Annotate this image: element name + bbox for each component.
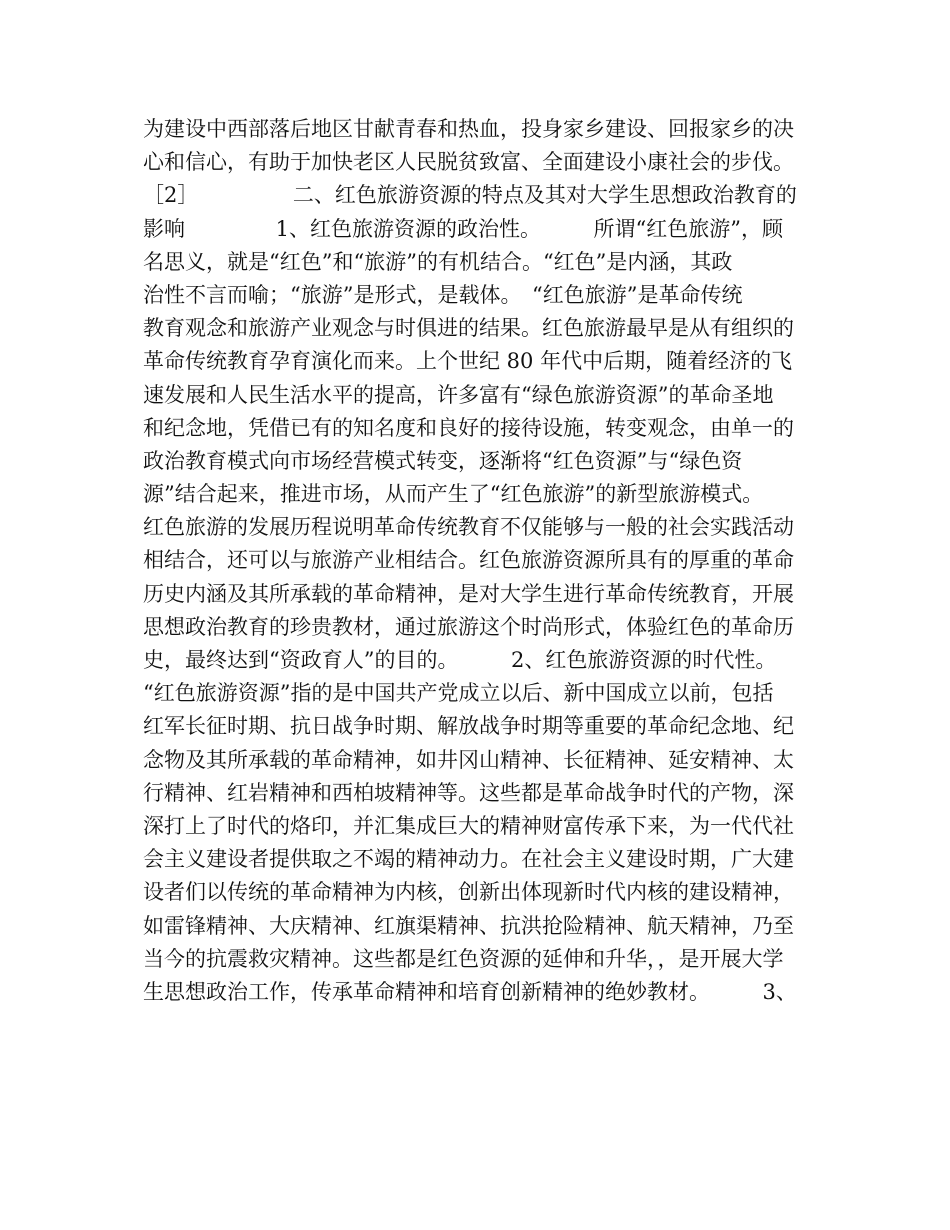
text-line: ［2］ 二、红色旅游资源的特点及其对大学生思想政治教育的 (143, 183, 797, 208)
text-line: 速发展和人民生活水平的提高，许多富有“绿色旅游资源”的革命圣地 (143, 382, 774, 407)
text-line: “红色旅游资源”指的是中国共产党成立以后、新中国成立以前，包括 (143, 681, 774, 706)
text-line: 革命传统教育孕育演化而来。上个世纪 80 年代中后期，随着经济的飞 (143, 349, 793, 374)
text-line: 为建设中西部落后地区甘献青春和热血，投身家乡建设、回报家乡的决 (143, 117, 794, 141)
body-text (143, 113, 813, 1009)
text-line: 名思义，就是“红色”和“旅游”的有机结合。“红色”是内涵，其政 (143, 249, 733, 274)
text-line: 和纪念地，凭借已有的知名度和良好的接待设施，转变观念，由单一的 (143, 415, 794, 440)
text-line: 教育观念和旅游产业观念与时俱进的结果。红色旅游最早是从有组织的 (143, 316, 794, 341)
text-line: 红军长征时期、抗日战争时期、解放战争时期等重要的革命纪念地、纪 (143, 714, 794, 739)
text-line: 设者们以传统的革命精神为内核，创新出体现新时代内核的建设精神， (143, 880, 794, 905)
text-line: 生思想政治工作，传承革命精神和培育创新精神的绝妙教材。 3、 (143, 979, 797, 1004)
text-line: 史，最终达到“资政育人”的目的。 2、红色旅游资源的时代性。 (143, 648, 777, 672)
text-line: 治性不言而喻；“旅游”是形式，是载体。 “红色旅游”是革命传统 (143, 282, 743, 307)
text-line: 如雷锋精神、大庆精神、红旗渠精神、抗洪抢险精神、航天精神，乃至 (143, 913, 794, 938)
text-line: 政治教育模式向市场经营模式转变，逐渐将“红色资源”与“绿色资 (143, 448, 743, 473)
text-line: 源”结合起来，推进市场，从而产生了“红色旅游”的新型旅游模式。 (143, 482, 764, 507)
text-line: 相结合，还可以与旅游产业相结合。红色旅游资源所具有的厚重的革命 (143, 548, 794, 573)
text-line: 行精神、红岩精神和西柏坡精神等。这些都是革命战争时代的产物，深 (143, 780, 794, 805)
text-line: 思想政治教育的珍贵教材，通过旅游这个时尚形式，体验红色的革命历 (143, 614, 794, 639)
text-line: 历史内涵及其所承载的革命精神，是对大学生进行革命传统教育，开展 (143, 581, 794, 606)
text-line: 心和信心，有助于加快老区人民脱贫致富、全面建设小康社会的步伐。 (143, 150, 794, 175)
text-line: 当今的抗震救灾精神。这些都是红色资源的延伸和升华，，是开展大学 (143, 946, 784, 971)
text-line: 影响 1、红色旅游资源的政治性。 所谓“红色旅游”，顾 (143, 216, 784, 241)
text-line: 念物及其所承载的革命精神，如井冈山精神、长征精神、延安精神、太 (143, 747, 794, 772)
text-line: 红色旅游的发展历程说明革命传统教育不仅能够与一般的社会实践活动 (143, 515, 794, 540)
text-line: 深打上了时代的烙印，并汇集成巨大的精神财富传承下来，为一代代社 (143, 813, 794, 838)
text-line: 会主义建设者提供取之不竭的精神动力。在社会主义建设时期，广大建 (143, 847, 794, 872)
